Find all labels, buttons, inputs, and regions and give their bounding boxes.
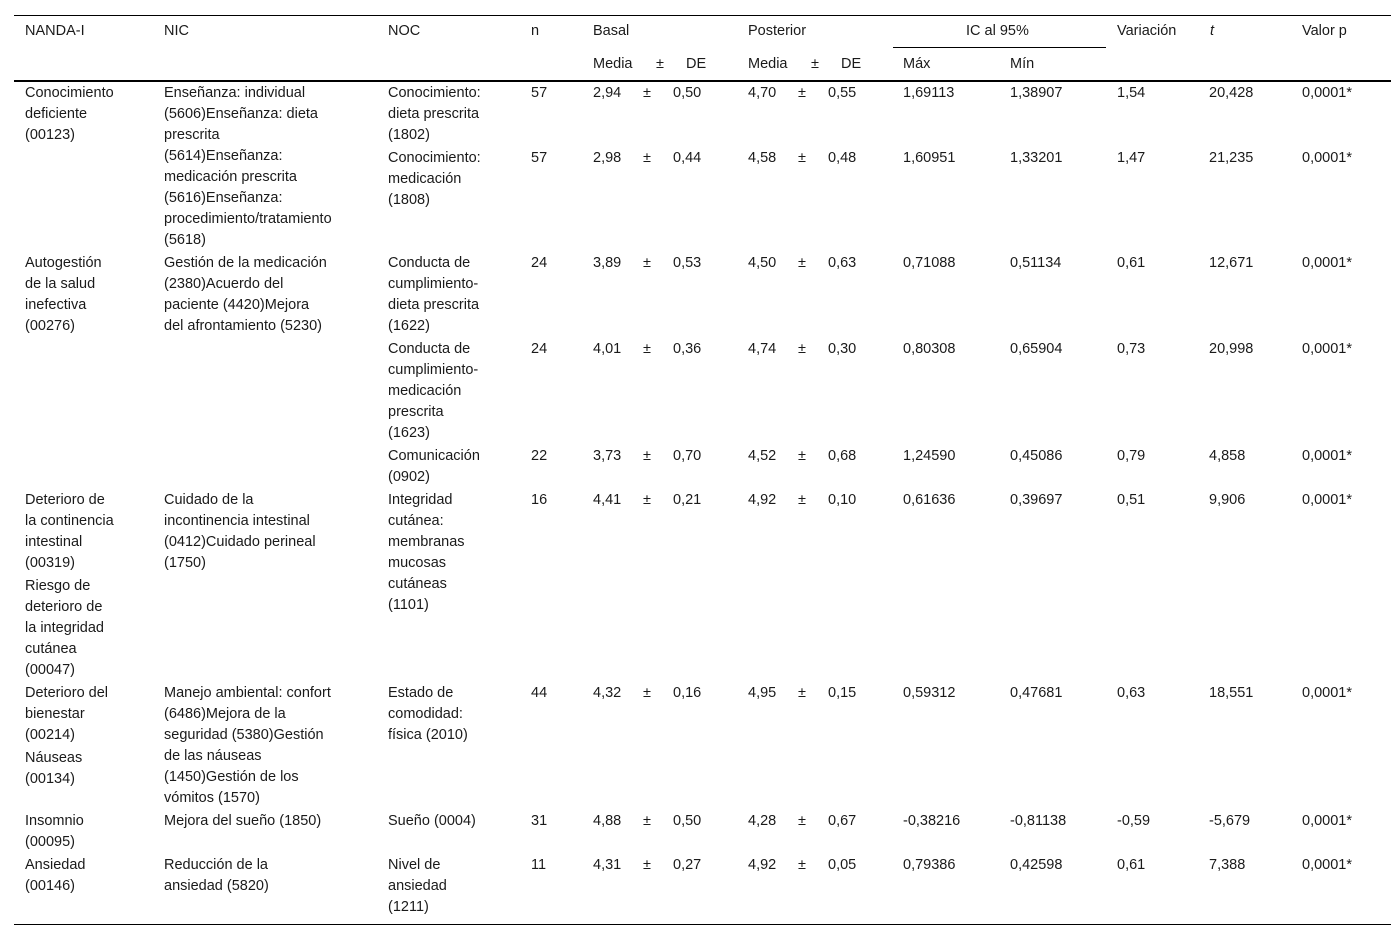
posterior-media-cell: 4,95: [748, 685, 777, 701]
subheader-basal-de: DE: [686, 56, 707, 72]
basal-pm-cell: ±: [643, 448, 651, 464]
basal-de-cell: 0,50: [673, 85, 702, 101]
variacion-cell: 0,61: [1117, 857, 1146, 873]
ic-max-cell: 1,69113: [903, 85, 955, 101]
nic-cell: Manejo ambiental: confort (6486)Mejora de la seguridad (5380)Gestión de las náuseas (1450)Gestión de los vómitos (1570): [164, 685, 331, 806]
n-cell: 16: [531, 492, 548, 508]
valor-p-cell: 0,0001*: [1302, 492, 1352, 508]
t-cell: -5,679: [1209, 813, 1251, 829]
basal-media-cell: 3,73: [593, 448, 622, 464]
nanda-cell: Deterioro de la continencia intestinal (00319): [25, 492, 114, 571]
posterior-media-cell: 4,28: [748, 813, 777, 829]
subheader-max: Máx: [903, 56, 931, 72]
basal-pm-cell: ±: [643, 341, 651, 357]
posterior-pm-cell: ±: [798, 341, 806, 357]
variacion-cell: 1,47: [1117, 150, 1146, 166]
n-cell: 24: [531, 255, 548, 271]
nic-cell: Cuidado de la incontinencia intestinal (0412)Cuidado perineal (1750): [164, 492, 316, 571]
nanda-cell: Insomnio (00095): [25, 813, 84, 850]
posterior-de-cell: 0,67: [828, 813, 857, 829]
posterior-de-cell: 0,05: [828, 857, 857, 873]
noc-cell: Integridad cutánea: membranas mucosas cutáneas (1101): [388, 492, 465, 613]
header-ic: IC al 95%: [966, 23, 1029, 39]
header-valor-p: Valor p: [1302, 23, 1347, 39]
n-cell: 24: [531, 341, 548, 357]
posterior-pm-cell: ±: [798, 448, 806, 464]
nanda-cell: Riesgo de deterioro de la integridad cutánea (00047): [25, 578, 104, 678]
ic-min-cell: 0,45086: [1010, 448, 1063, 464]
nic-cell: Enseñanza: individual (5606)Enseñanza: dieta prescrita (5614)Enseñanza: medicación prescrita (5616)Enseñanza: procedimiento/tratamiento (5618): [164, 85, 332, 248]
posterior-media-cell: 4,92: [748, 857, 777, 873]
noc-cell: Comunicación (0902): [388, 448, 480, 485]
noc-cell: Nivel de ansiedad (1211): [388, 857, 447, 915]
basal-de-cell: 0,50: [673, 813, 702, 829]
basal-pm-cell: ±: [643, 150, 651, 166]
variacion-cell: 0,63: [1117, 685, 1146, 701]
posterior-pm-cell: ±: [798, 255, 806, 271]
ic-max-cell: 1,60951: [903, 150, 956, 166]
posterior-pm-cell: ±: [798, 685, 806, 701]
valor-p-cell: 0,0001*: [1302, 150, 1352, 166]
ic-max-cell: 0,71088: [903, 255, 956, 271]
posterior-de-cell: 0,15: [828, 685, 857, 701]
header-nic: NIC: [164, 23, 189, 39]
nanda-cell: Conocimiento deficiente (00123): [25, 85, 114, 143]
posterior-de-cell: 0,68: [828, 448, 857, 464]
ic-max-cell: -0,38216: [903, 813, 961, 829]
t-cell: 20,998: [1209, 341, 1254, 357]
posterior-pm-cell: ±: [798, 85, 806, 101]
ic-min-cell: 0,47681: [1010, 685, 1063, 701]
header-basal: Basal: [593, 23, 630, 39]
t-cell: 21,235: [1209, 150, 1254, 166]
n-cell: 44: [531, 685, 548, 701]
posterior-media-cell: 4,92: [748, 492, 777, 508]
basal-de-cell: 0,44: [673, 150, 702, 166]
noc-cell: Conocimiento: dieta prescrita (1802): [388, 85, 481, 143]
variacion-cell: 0,61: [1117, 255, 1146, 271]
ic-group-rule: [893, 47, 1106, 48]
subheader-basal-pm: ±: [656, 56, 664, 72]
posterior-pm-cell: ±: [798, 813, 806, 829]
n-cell: 57: [531, 150, 548, 166]
posterior-media-cell: 4,70: [748, 85, 777, 101]
subheader-post-pm: ±: [811, 56, 819, 72]
posterior-de-cell: 0,30: [828, 341, 857, 357]
bottom-rule: [14, 924, 1391, 925]
posterior-media-cell: 4,58: [748, 150, 777, 166]
ic-min-cell: 0,42598: [1010, 857, 1063, 873]
header-bottom-rule: [14, 80, 1391, 82]
ic-max-cell: 0,61636: [903, 492, 956, 508]
ic-min-cell: 1,38907: [1010, 85, 1063, 101]
noc-cell: Sueño (0004): [388, 813, 476, 829]
posterior-media-cell: 4,74: [748, 341, 777, 357]
posterior-de-cell: 0,10: [828, 492, 857, 508]
header-t: t: [1210, 23, 1215, 39]
n-cell: 11: [531, 857, 547, 873]
valor-p-cell: 0,0001*: [1302, 857, 1352, 873]
nanda-cell: Ansiedad (00146): [25, 857, 86, 894]
ic-max-cell: 0,79386: [903, 857, 956, 873]
ic-min-cell: 0,39697: [1010, 492, 1063, 508]
valor-p-cell: 0,0001*: [1302, 85, 1352, 101]
posterior-pm-cell: ±: [798, 492, 806, 508]
t-cell: 18,551: [1209, 685, 1254, 701]
subheader-post-media: Media: [748, 56, 788, 72]
ic-min-cell: 0,65904: [1010, 341, 1063, 357]
variacion-cell: -0,59: [1117, 813, 1151, 829]
subheader-basal-media: Media: [593, 56, 633, 72]
header-nanda: NANDA-I: [25, 23, 85, 39]
basal-media-cell: 4,32: [593, 685, 622, 701]
top-rule: [14, 15, 1391, 16]
basal-de-cell: 0,16: [673, 685, 702, 701]
n-cell: 57: [531, 85, 548, 101]
posterior-media-cell: 4,50: [748, 255, 777, 271]
t-cell: 20,428: [1209, 85, 1254, 101]
basal-media-cell: 4,88: [593, 813, 622, 829]
subheader-min: Mín: [1010, 56, 1035, 72]
basal-media-cell: 4,41: [593, 492, 622, 508]
t-cell: 12,671: [1209, 255, 1254, 271]
header-noc: NOC: [388, 23, 421, 39]
basal-de-cell: 0,27: [673, 857, 702, 873]
nanda-cell: Autogestión de la salud inefectiva (00276): [25, 255, 102, 334]
ic-max-cell: 1,24590: [903, 448, 956, 464]
valor-p-cell: 0,0001*: [1302, 341, 1352, 357]
nic-cell: Mejora del sueño (1850): [164, 813, 322, 829]
noc-cell: Conducta de cumplimiento- dieta prescrita (1622): [388, 255, 480, 334]
basal-media-cell: 4,01: [593, 341, 622, 357]
t-cell: 7,388: [1209, 857, 1246, 873]
header-n: n: [531, 23, 540, 39]
posterior-de-cell: 0,48: [828, 150, 857, 166]
valor-p-cell: 0,0001*: [1302, 448, 1352, 464]
ic-max-cell: 0,80308: [903, 341, 956, 357]
noc-cell: Estado de comodidad: física (2010): [388, 685, 468, 743]
noc-cell: Conocimiento: medicación (1808): [388, 150, 481, 208]
variacion-cell: 1,54: [1117, 85, 1146, 101]
nanda-cell: Náuseas (00134): [25, 750, 83, 787]
header-variacion: Variación: [1117, 23, 1177, 39]
n-cell: 31: [531, 813, 548, 829]
basal-de-cell: 0,21: [673, 492, 702, 508]
ic-min-cell: 0,51134: [1010, 255, 1062, 271]
subheader-post-de: DE: [841, 56, 862, 72]
nic-cell: Reducción de la ansiedad (5820): [164, 857, 269, 894]
valor-p-cell: 0,0001*: [1302, 685, 1352, 701]
basal-media-cell: 2,94: [593, 85, 622, 101]
noc-cell: Conducta de cumplimiento- medicación prescrita (1623): [388, 341, 479, 441]
valor-p-cell: 0,0001*: [1302, 813, 1352, 829]
ic-min-cell: 1,33201: [1010, 150, 1063, 166]
basal-pm-cell: ±: [643, 813, 651, 829]
posterior-de-cell: 0,63: [828, 255, 857, 271]
basal-media-cell: 4,31: [593, 857, 622, 873]
basal-pm-cell: ±: [643, 857, 651, 873]
nanda-cell: Deterioro del bienestar (00214): [25, 685, 109, 743]
variacion-cell: 0,73: [1117, 341, 1146, 357]
variacion-cell: 0,51: [1117, 492, 1146, 508]
basal-pm-cell: ±: [643, 255, 651, 271]
basal-de-cell: 0,36: [673, 341, 702, 357]
nic-cell: Gestión de la medicación (2380)Acuerdo del paciente (4420)Mejora del afrontamiento (5230): [164, 255, 327, 334]
basal-de-cell: 0,70: [673, 448, 702, 464]
basal-pm-cell: ±: [643, 492, 651, 508]
header-posterior: Posterior: [748, 23, 807, 39]
ic-min-cell: -0,81138: [1010, 813, 1067, 829]
posterior-media-cell: 4,52: [748, 448, 777, 464]
ic-max-cell: 0,59312: [903, 685, 956, 701]
t-cell: 4,858: [1209, 448, 1246, 464]
t-cell: 9,906: [1209, 492, 1246, 508]
posterior-de-cell: 0,55: [828, 85, 857, 101]
basal-media-cell: 3,89: [593, 255, 622, 271]
variacion-cell: 0,79: [1117, 448, 1146, 464]
n-cell: 22: [531, 448, 548, 464]
basal-de-cell: 0,53: [673, 255, 702, 271]
basal-pm-cell: ±: [643, 85, 651, 101]
basal-media-cell: 2,98: [593, 150, 622, 166]
posterior-pm-cell: ±: [798, 857, 806, 873]
basal-pm-cell: ±: [643, 685, 651, 701]
valor-p-cell: 0,0001*: [1302, 255, 1352, 271]
posterior-pm-cell: ±: [798, 150, 806, 166]
